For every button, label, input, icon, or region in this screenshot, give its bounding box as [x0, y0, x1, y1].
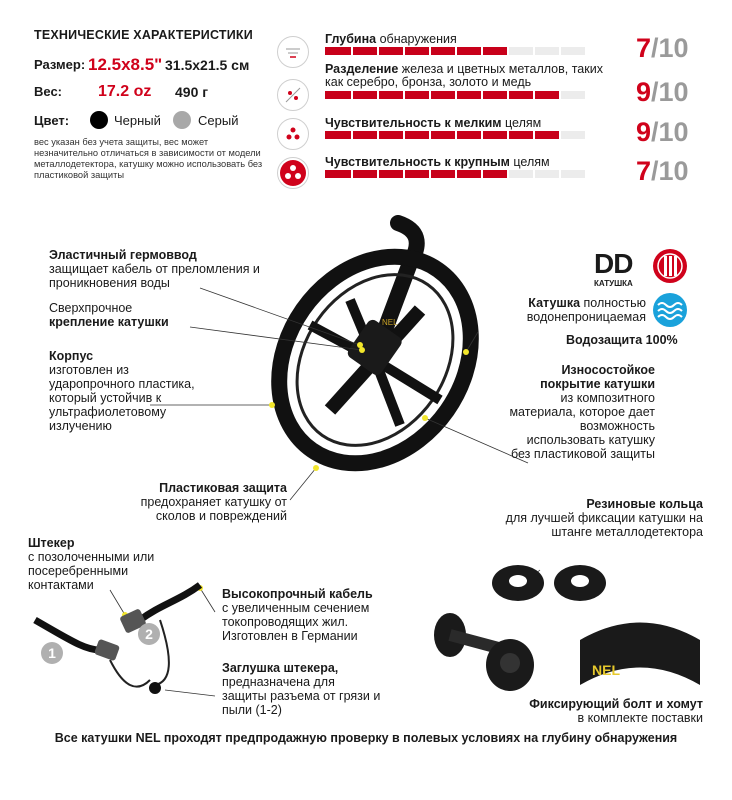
color-gray-swatch [173, 111, 191, 129]
body-desc: изготовлен из ударопрочного пластика, который устойчив к ультрафиолетовому излучению [49, 363, 195, 433]
water-icon [652, 292, 688, 328]
rating-score-value: 9 [636, 117, 652, 147]
color-label: Цвет: [34, 113, 70, 128]
rating-score [636, 117, 689, 148]
size-cm: 31.5x21.5 см [165, 57, 250, 73]
rating-title-bold: Чувствительность к крупным [325, 155, 510, 169]
bolt-desc: в комплекте поставки [577, 711, 703, 725]
small-targets-icon [277, 118, 309, 150]
rating-bar-tick [481, 131, 483, 139]
footer-note: Все катушки NEL проходят предпродажную проверку в полевых условиях на глубину обнаружения [54, 731, 678, 745]
size-inches: 12.5x8.5" [88, 55, 163, 74]
cap-title: Заглушка штекера, [222, 661, 339, 675]
rating-score-value: 7 [636, 33, 652, 63]
body-title: Корпус [49, 349, 94, 363]
rating-bar-tick [559, 170, 561, 178]
bolt-text [478, 697, 703, 725]
cable-gland-text [49, 248, 299, 290]
rating-bar [325, 47, 585, 55]
cover-text [100, 481, 287, 523]
specs-note: вес указан без учета защиты, вес может незначительно отличаться в зависимости от модели металлодетектора, катушку можно использовать без пластиковой защиты [34, 137, 263, 180]
rating-bar-tick [377, 170, 379, 178]
weight-oz: 17.2 oz [98, 83, 152, 100]
rating-title-rest: целям [501, 116, 542, 130]
rubber-rings-illustration [488, 553, 618, 613]
rating-bar-tick [403, 131, 405, 139]
rings-title: Резиновые кольца [586, 497, 703, 511]
rating-bar-tick [455, 170, 457, 178]
rating-score-max: /10 [651, 117, 689, 147]
rating-bar-tick [507, 47, 509, 55]
rating-bar [325, 131, 585, 139]
cable-text [222, 587, 412, 643]
color-gray-label: Серый [198, 113, 239, 128]
water-badge-label: Водозащита 100% [566, 333, 678, 347]
rating-title [325, 63, 615, 88]
rating-bar-tick [351, 131, 353, 139]
rating-score-value: 9 [636, 77, 652, 107]
rating-title-bold: Глубина [325, 32, 377, 46]
strap-brand-label: NEL [592, 662, 620, 678]
rating-bar-fill [325, 131, 559, 139]
rating-bar-tick [429, 131, 431, 139]
rating-score-max: /10 [651, 77, 689, 107]
rating-score [636, 156, 689, 187]
waterproof-rest: полностью водонепроницаемая [526, 296, 646, 324]
cap-text [222, 661, 382, 717]
rating-bar [325, 170, 585, 178]
cap-desc: предназначена для защиты разъема от грязи и пыли (1-2) [222, 675, 381, 717]
rating-title-rest: обнаружения [376, 32, 457, 46]
cover-desc: предохраняет катушку от сколов и повреждений [140, 495, 287, 523]
rating-bar-tick [481, 47, 483, 55]
weight-g: 490 г [175, 84, 209, 100]
rating-score-value: 7 [636, 156, 652, 186]
strap-illustration [570, 610, 710, 700]
rating-bar-tick [533, 170, 535, 178]
rating-bar-tick [403, 91, 405, 99]
mount-title-pre: Сверхпрочное [49, 301, 133, 315]
rating-bar-tick [481, 91, 483, 99]
mount-text [49, 301, 249, 329]
rating-title-bold: Разделение [325, 62, 399, 76]
body-text [49, 349, 199, 433]
coating-title: Износостойкое покрытие катушки [540, 363, 655, 391]
rating-bar-tick [351, 47, 353, 55]
rating-bar-tick [533, 47, 535, 55]
rating-score-max: /10 [651, 156, 689, 186]
num-badge-2: 2 [138, 623, 160, 645]
rating-bar-tick [377, 91, 379, 99]
rating-bar-fill [325, 91, 559, 99]
cable-gland-desc: защищает кабель от преломления и проникновения воды [49, 262, 260, 290]
rating-bar-tick [429, 47, 431, 55]
rating-bar-tick [533, 91, 535, 99]
color-black-label: Черный [114, 113, 161, 128]
rating-title-rest: целям [509, 155, 550, 169]
rating-bar-tick [403, 47, 405, 55]
rating-score-max: /10 [651, 33, 689, 63]
rating-bar-tick [351, 91, 353, 99]
mount-title-bold: крепление катушки [49, 315, 169, 329]
dd-badge: DD [594, 248, 633, 279]
rating-bar [325, 91, 585, 99]
rings-text [485, 497, 703, 539]
color-black-swatch [90, 111, 108, 129]
rating-bar-tick [351, 170, 353, 178]
separation-icon [277, 79, 309, 111]
coating-desc: из композитного материала, которое дает возможность использовать катушку без пластиковой защиты [509, 391, 655, 461]
rating-bar-tick [429, 170, 431, 178]
specs-title: ТЕХНИЧЕСКИЕ ХАРАКТЕРИСТИКИ [34, 28, 253, 42]
rating-title [325, 33, 615, 46]
num-badge-1: 1 [41, 642, 63, 664]
cable-title: Высокопрочный кабель [222, 587, 373, 601]
rating-score [636, 33, 689, 64]
large-targets-icon [277, 157, 309, 189]
size-label: Размер: [34, 57, 86, 72]
rating-title [325, 156, 615, 169]
cable-gland-title: Эластичный гермоввод [49, 248, 197, 262]
plug-title: Штекер [28, 536, 75, 550]
rating-bar-tick [377, 131, 379, 139]
waterproof-bold: Катушка [528, 296, 581, 310]
waterproof-text [486, 296, 646, 324]
cover-title: Пластиковая защита [159, 481, 287, 495]
weight-label: Вес: [34, 84, 63, 99]
rating-bar-tick [403, 170, 405, 178]
rating-bar-tick [455, 91, 457, 99]
rating-bar-tick [429, 91, 431, 99]
rating-bar-tick [455, 47, 457, 55]
plug-desc: с позолоченными или посеребренными контактами [28, 550, 155, 592]
rating-bar-tick [559, 131, 561, 139]
rating-bar-tick [507, 131, 509, 139]
rating-bar-tick [377, 47, 379, 55]
depth-icon [277, 36, 309, 68]
bolt-title: Фиксирующий болт и хомут [529, 697, 703, 711]
rating-bar-tick [455, 131, 457, 139]
cable-desc: с увеличенным сечением токопроводящих жил. Изготовлен в Германии [222, 601, 370, 643]
rating-bar-tick [507, 91, 509, 99]
rating-title-rest: железа и цветных металлов, таких как серебро, бронза, золото и медь [325, 62, 603, 89]
coating-text [505, 363, 655, 461]
rings-desc: для лучшей фиксации катушки на штанге металлодетектора [505, 511, 703, 539]
rating-title [325, 117, 615, 130]
coil-brand-label: NEL [382, 318, 398, 327]
rating-bar-tick [507, 170, 509, 178]
rating-bar-tick [481, 170, 483, 178]
dd-coil-icon [652, 248, 688, 284]
rating-title-bold: Чувствительность к мелким [325, 116, 502, 130]
rating-bar-tick [559, 91, 561, 99]
rating-bar-tick [533, 131, 535, 139]
bolt-illustration [420, 605, 540, 705]
dd-badge-sub: КАТУШКА [594, 279, 633, 288]
rating-score [636, 77, 689, 108]
rating-bar-tick [559, 47, 561, 55]
